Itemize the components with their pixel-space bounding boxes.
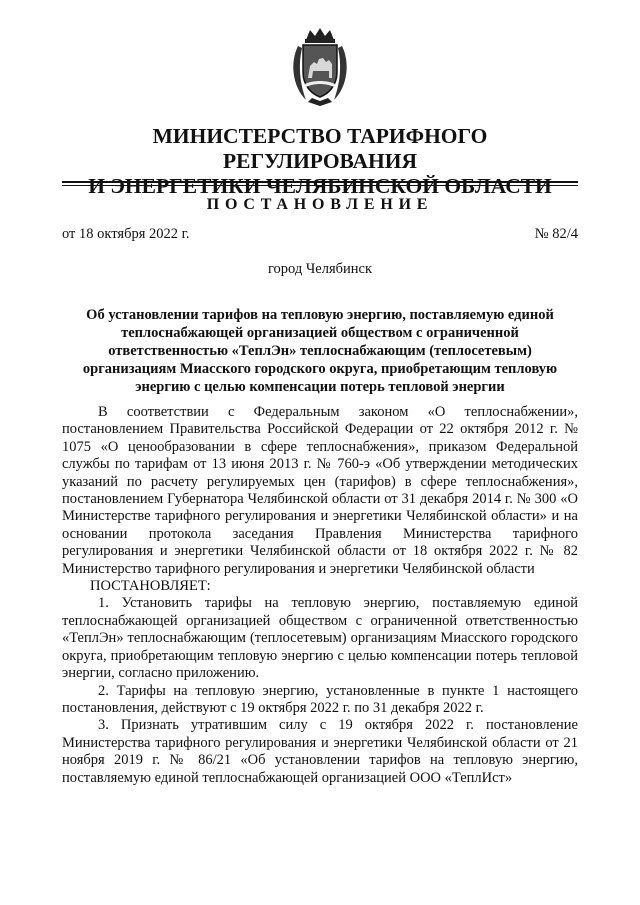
header-divider-thick <box>62 181 578 183</box>
ministry-name-line2: И ЭНЕРГЕТИКИ ЧЕЛЯБИНСКОЙ ОБЛАСТИ <box>88 174 552 198</box>
document-body <box>62 404 578 787</box>
item-3-paragraph: 3. Признать утратившим силу с 19 октября 2022 г. постановление Министерства тарифного регулирования и энергетики Челябинской области от 21 ноября 2019 г. № 86/21 «Об установлении тарифов на тепловую энергию, поставляемую единой теплоснабжающей организацией ООО «ТеплИст» <box>62 717 578 786</box>
document-type: ПОСТАНОВЛЕНИЕ <box>206 196 434 213</box>
ministry-name <box>60 124 580 199</box>
document-city: город Челябинск <box>267 261 373 277</box>
document-number: № 82/4 <box>534 226 578 242</box>
document-subject: Об установлении тарифов на тепловую энергию, поставляемую единой теплоснабжающей организацией обществом с ограниченной ответственностью «ТеплЭн» теплоснабжающим (теплосетевым) организациям Миасского городского округа, приобретающим тепловую энергию с целью компенсации потерь тепловой энергии <box>82 307 558 395</box>
coat-of-arms-icon <box>288 26 352 108</box>
ministry-name-line1: МИНИСТЕРСТВО ТАРИФНОГО РЕГУЛИРОВАНИЯ <box>152 124 488 173</box>
header-divider-thin <box>62 185 578 186</box>
item-2-paragraph: 2. Тарифы на тепловую энергию, установленные в пункте 1 настоящего постановления, действуют с 19 октября 2022 г. по 31 декабря 2022 г. <box>62 682 578 716</box>
preamble-paragraph: В соответствии с Федеральным законом «О теплоснабжении», постановлением Правительства Российской Федерации от 22 октября 2012 г. № 1075 «О ценообразовании в сфере теплоснабжения», приказом Федеральной службы по тарифам от 13 июня 2013 г. № 760-э «Об утверждении методических указаний по расчету регулируемых цен (тарифов) в сфере теплоснабжения», постановлением Губернатора Челябинской области от 31 декабря 2014 г. № 300 «О Министерстве тарифного регулирования и энергетики Челябинской области» и на основании протокола заседания Правления Министерства тарифного регулирования и энергетики Челябинской области от 18 октября 2022 г. № 82 Министерство тарифного регулирования и энергетики Челябинской области <box>62 404 578 577</box>
resolves-heading: ПОСТАНОВЛЯЕТ: <box>90 578 211 595</box>
item-1-paragraph: 1. Установить тарифы на тепловую энергию, поставляемую единой теплоснабжающей организацией обществом с ограниченной ответственностью «ТеплЭн» теплоснабжающим (теплосетевым) организациям Миасского городского округа, приобретающим тепловую энергию с целью компенсации потерь тепловой энергии, согласно приложению. <box>62 595 578 682</box>
document-date: от 18 октября 2022 г. <box>62 226 190 242</box>
